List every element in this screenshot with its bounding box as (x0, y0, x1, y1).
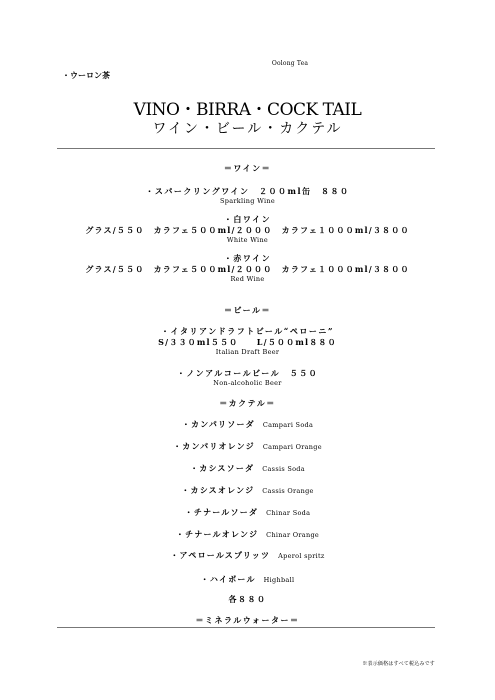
beer-heading: ＝ビール＝ (223, 305, 272, 315)
wine-heading: ＝ワイン＝ (223, 163, 272, 173)
non-alcoholic-beer-english: Non-alcoholic Beer (213, 379, 282, 387)
cocktail-english: Chinar Orange (266, 531, 320, 539)
cocktail-name: ・カンパリソーダ (181, 419, 255, 429)
cocktail-english: Highball (263, 576, 295, 584)
cocktail-english: Chinar Soda (266, 509, 311, 517)
cocktail-item (0, 485, 495, 496)
cocktail-english: Campari Soda (262, 421, 314, 429)
cocktail-item (0, 529, 495, 540)
cocktail-item (0, 574, 495, 585)
cocktail-item (0, 441, 495, 452)
cocktail-name: ・カシスソーダ (190, 463, 255, 473)
cocktail-item (0, 419, 495, 430)
non-alcoholic-beer-item: ・ノンアルコールビール ５５０ (176, 368, 319, 378)
white-wine-english: White Wine (226, 236, 269, 244)
white-wine-prices: グラス/５５０ カラフェ５００ml/２０００ カラフェ１０００ml/３８００ (85, 225, 410, 235)
cocktail-name: ・カンパリオレンジ (173, 441, 255, 451)
italian-beer-prices: S/３３０ml５５０ L/５００ml８８０ (158, 337, 337, 347)
cocktail-english: Aperol spritz (278, 552, 325, 560)
sparkling-wine-english: Sparkling Wine (220, 197, 275, 205)
cocktail-item (0, 507, 495, 518)
cocktail-heading: ＝カクテル＝ (219, 398, 276, 408)
menu-title-english: VINO・BIRRA・COCK TAIL (133, 100, 362, 120)
mineral-water-heading: ＝ミネラルウォーター＝ (195, 615, 300, 625)
cocktail-name: ・チナールソーダ (184, 507, 259, 517)
red-wine-english: Red Wine (230, 275, 265, 283)
cocktail-name: ・ハイボール (200, 574, 256, 584)
bottom-divider (57, 627, 435, 628)
cocktail-english: Cassis Soda (262, 465, 305, 473)
cocktail-price: 各８８０ (228, 594, 267, 604)
oolong-tea-label: ・ウーロン茶 (62, 70, 110, 80)
oolong-english-label: Oolong Tea (271, 60, 309, 67)
red-wine-prices: グラス/５５０ カラフェ５００ml/２０００ カラフェ１０００ml/３８００ (85, 264, 410, 274)
cocktail-item (0, 463, 495, 474)
italian-beer-english: Italian Draft Beer (215, 348, 280, 356)
red-wine-item: ・赤ワイン (223, 253, 272, 263)
cocktail-name: ・アペロールスプリッツ (170, 550, 271, 560)
cocktail-name: ・カシスオレンジ (181, 485, 255, 495)
cocktail-name: ・チナールオレンジ (175, 529, 259, 539)
menu-title-japanese: ワイン・ビール・カクテル (152, 121, 343, 137)
italian-beer-item: ・イタリアンドラフトビール“ペローニ” (161, 326, 334, 336)
cocktail-english: Campari Orange (262, 443, 322, 451)
white-wine-item: ・白ワイン (223, 214, 272, 224)
top-divider (57, 148, 435, 149)
sparkling-wine-item: ・スパークリングワイン ２００ml缶 ８８０ (145, 186, 350, 196)
cocktail-english: Cassis Orange (262, 487, 314, 495)
tax-note: ※表示価格はすべて税込みです (362, 661, 435, 667)
cocktail-item (0, 550, 495, 561)
